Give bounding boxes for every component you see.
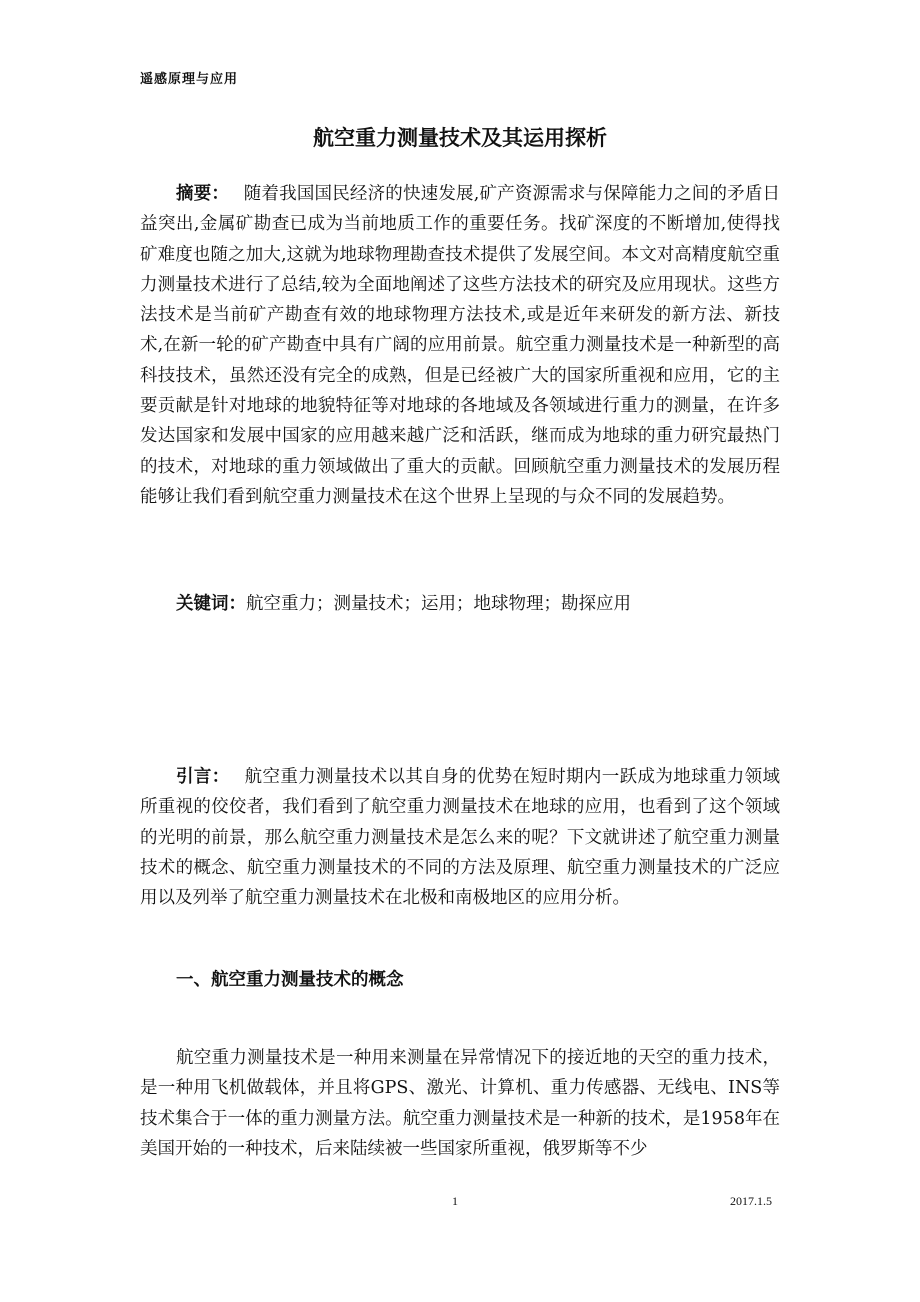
keywords-paragraph [140, 589, 780, 619]
page-number: 1 [452, 1194, 458, 1208]
intro-paragraph [140, 762, 780, 913]
document-title: 航空重力测量技术及其运用探析 [313, 126, 607, 150]
section-heading-1: 一、航空重力测量技术的概念 [176, 970, 404, 990]
running-header: 遥感原理与应用 [140, 72, 239, 87]
keywords-text: 航空重力；测量技术；运用；地球物理；勘探应用 [246, 594, 631, 614]
keywords-label: 关键词： [176, 594, 246, 614]
abstract-label: 摘要： [176, 184, 221, 204]
intro-gap [221, 767, 245, 787]
footer-date: 2017.1.5 [730, 1194, 772, 1208]
section-1-paragraph: 航空重力测量技术是一种用来测量在异常情况下的接近地的天空的重力技术，是一种用飞机做载体，并且将GPS、激光、计算机、重力传感器、无线电、INS等技术集合于一体的重力测量方法。航空重力测量技术是一种新的技术，是1958年在美国开始的一种技术，后来陆续被一些国家所重视，俄罗斯等不少 [140, 1048, 780, 1159]
abstract-text: 随着我国国民经济的快速发展,矿产资源需求与保障能力之间的矛盾日益突出,金属矿勘查已成为当前地质工作的重要任务。找矿深度的不断增加,使得找矿难度也随之加大,这就为地球物理勘查技术提供了发展空间。本文对高精度航空重力测量技术进行了总结,较为全面地阐述了这些方法技术的研究及应用现状。这些方法技术是当前矿产勘查有效的地球物理方法技术,或是近年来研发的新方法、新技术,在新一轮的矿产勘查中具有广阔的应用前景。航空重力测量技术是一种新型的高科技技术，虽然还没有完全的成熟，但是已经被广大的国家所重视和应用，它的主要贡献是针对地球的地貌特征等对地球的各地域及各领域进行重力的测量，在许多发达国家和发展中国家的应用越来越广泛和活跃，继而成为地球的重力研究最热门的技术，对地球的重力领域做出了重大的贡献。回顾航空重力测量技术的发展历程能够让我们看到航空重力测量技术在这个世界上呈现的与众不同的发展趋势。 [140, 184, 781, 507]
abstract-gap [220, 184, 243, 204]
intro-text: 航空重力测量技术以其自身的优势在短时期内一跃成为地球重力领域所重视的佼佼者，我们看到了航空重力测量技术在地球的应用，也看到了这个领域的光明的前景，那么航空重力测量技术是怎么来的呢？下文就讲述了航空重力测量技术的概念、航空重力测量技术的不同的方法及原理、航空重力测量技术的广泛应用以及列举了航空重力测量技术在北极和南极地区的应用分析。 [140, 767, 780, 909]
intro-label: 引言： [176, 767, 221, 787]
abstract-paragraph [140, 179, 780, 512]
